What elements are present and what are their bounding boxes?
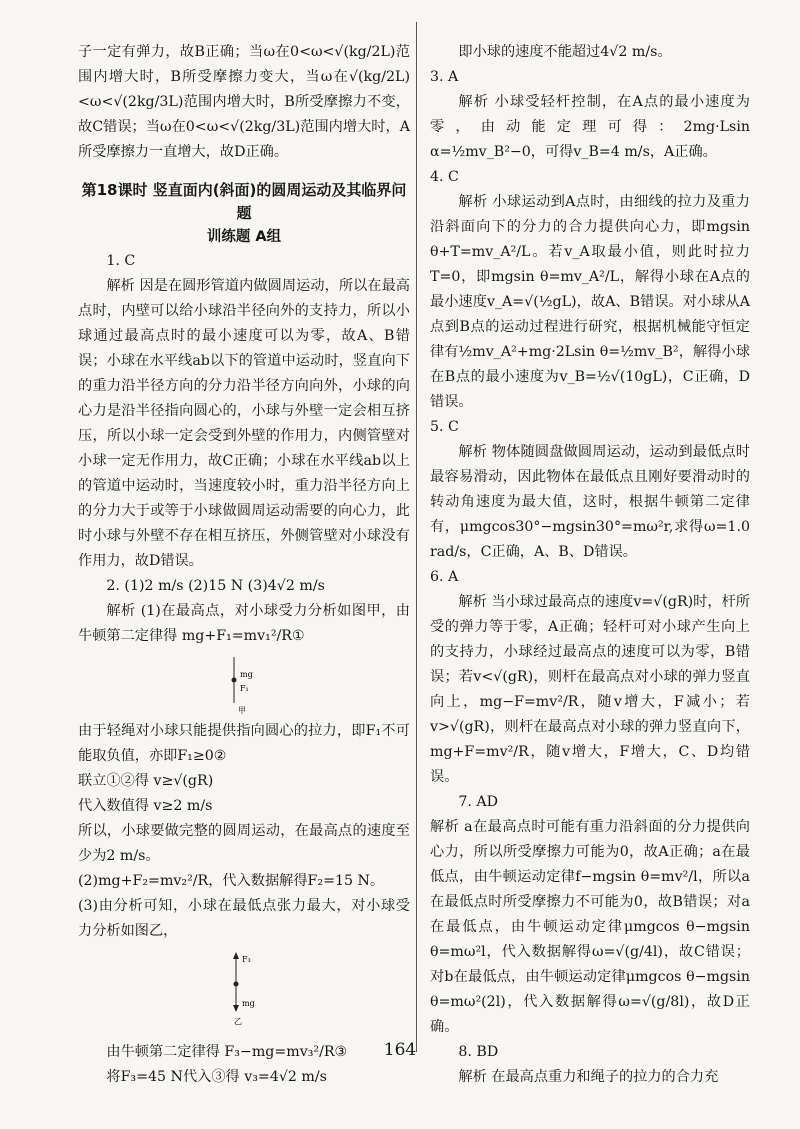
left-column: [78, 40, 410, 1090]
fig-label: mg: [242, 999, 255, 1008]
explanation: 解析 小球运动到A点时，由细线的拉力及重力沿斜面向下的分力的合力提供向心力，即mgsin θ+T=mv_A²/L。若v_A取最小值，则此时拉力T=0，即mgsin θ=mv_A²/L，解得小球在A点的最小速度v_A=√(½gL)，故A、B错误。对小球从A点到B点的运动过程进行研究，根据机械能守恒定律有½mv_A²+mg·2Lsin θ=½mv_B²，解得小球在B点的最小速度为v_B=½√(10gL)，C正确，D错误。: [430, 194, 750, 410]
explanation: 解析 在最高点重力和绳子的拉力的合力充: [458, 1069, 719, 1085]
explanation: 由牛顿第二定律得 F₃−mg=mv₃²/R③: [106, 1044, 348, 1060]
paragraph: 子一定有弹力，故B正确；当ω在0<ω<√(kg/2L)范围内增大时，B所受摩擦力变大，当ω在√(kg/2L)<ω<√(2kg/3L)范围内增大时，B所受摩擦力不变，故C错误；当ω在0<ω<√(2kg/3L)范围内增大时，A所受摩擦力一直增大，故D正确。: [78, 44, 410, 160]
explanation: (3)由分析可知，小球在最低点张力最大，对小球受力分析如图乙，: [78, 898, 410, 939]
explanation: 解析 物体随圆盘做圆周运动，运动到最低点时最容易滑动，因此物体在最低点且刚好要滑动时的转动角速度为最大值，这时，根据牛顿第二定律有，μmgcos30°−mgsin30°=mω²r,求得ω=1.0 rad/s，C正确，A、B、D错误。: [430, 444, 750, 560]
explanation: 所以，小球要做完整的圆周运动，在最高点的速度至少为2 m/s。: [78, 823, 410, 864]
lesson-title: 第18课时 竖直面内(斜面)的圆周运动及其临界问题: [81, 181, 407, 222]
fig-label: F₃: [242, 955, 251, 964]
explanation: 解析 因是在圆形管道内做圆周运动，所以在最高点时，内壁可以给小球沿半径向外的支持力，所以小球通过最高点时的最小速度可以为零，故A、B错误；小球在水平线ab以下的管道中运动时，竖直向下的重力沿半径方向的分力沿半径方向向外，小球的向心力是沿半径指向圆心的，小球与外壁一定会相互挤压，所以小球一定会受到外壁的作用力，内侧管壁对小球一定无作用力，故C正确；小球在水平线ab以上的管道中运动时，当速度较小时，重力沿半径方向上的分力大于或等于小球做圆周运动需要的向心力，此时小球与外壁不存在相互挤压，外侧管壁对小球没有作用力，故D错误。: [78, 278, 410, 569]
paragraph: 即小球的速度不能超过4√2 m/s。: [458, 44, 672, 60]
explanation: 联立①②得 v≥√(gR): [78, 773, 214, 789]
right-column: [430, 40, 750, 1090]
explanation: 解析 (1)在最高点，对小球受力分析如图甲，由牛顿第二定律得 mg+F₁=mv₁²/R①: [78, 603, 410, 644]
answer-number: 7. AD: [458, 794, 499, 810]
page-number: 164: [383, 1040, 417, 1060]
column-divider: [416, 22, 417, 1052]
force-diagram-b: [214, 948, 274, 1028]
explanation: (2)mg+F₂=mv₂²/R，代入数据解得F₂=15 N。: [78, 873, 385, 889]
fig-label: mg: [240, 670, 253, 679]
force-diagram-a: [214, 653, 274, 715]
explanation: 将F₃=45 N代入③得 v₃=4√2 m/s: [106, 1069, 327, 1085]
answer-number: 5. C: [430, 419, 459, 435]
explanation: 解析 小球受轻杆控制，在A点的最小速度为零，由动能定理可得：2mg·Lsin α=½mv_B²−0，可得v_B=4 m/s，A正确。: [430, 94, 750, 160]
answer-number: 1. C: [106, 253, 136, 269]
explanation: 解析 当小球过最高点的速度v=√(gR)时，杆所受的弹力等于零，A正确；轻杆可对小球产生向上的支持力，小球经过最高点的速度可以为零，B错误；若v<√(gR)，则杆在最高点对小球的弹力竖直向上，mg−F=mv²/R，随v增大，F减小；若v>√(gR)，则杆在最高点对小球的弹力竖直向下，mg+F=mv²/R，随v增大，F增大，C、D均错误。: [430, 594, 750, 785]
section-heading: 训练题 A组: [206, 229, 282, 245]
answer-number: 3. A: [430, 69, 459, 85]
answer-number: 8. BD: [458, 1044, 499, 1060]
answer-number: 6. A: [430, 569, 459, 585]
explanation: 解析 a在最高点时可能有重力沿斜面的分力提供向心力，所以所受摩擦力可能为0，故A正确；a在最低点，由牛顿运动定律f−mgsin θ=mv²/l，所以a在最低点时所受摩擦力不可能为0，故B错误；对a在最低点，由牛顿运动定律μmgcos θ−mgsin θ=mω²l，代入数据解得ω=√(g/4l)，故C错误；对b在最低点，由牛顿运动定律μmgcos θ−mgsin θ=mω²(2l)，代入数据解得ω=√(g/8l)，故D正确。: [430, 819, 750, 1035]
answer-number: 2. (1)2 m/s (2)15 N (3)4√2 m/s: [106, 578, 325, 594]
fig-caption: 乙: [234, 1017, 242, 1026]
explanation: 由于轻绳对小球只能提供指向圆心的拉力，即F₁不可能取负值，亦即F₁≥0②: [78, 723, 410, 764]
answer-number: 4. C: [430, 169, 459, 185]
explanation: 代入数值得 v≥2 m/s: [78, 798, 213, 814]
fig-label: F₁: [240, 684, 249, 693]
fig-caption: 甲: [238, 706, 246, 715]
